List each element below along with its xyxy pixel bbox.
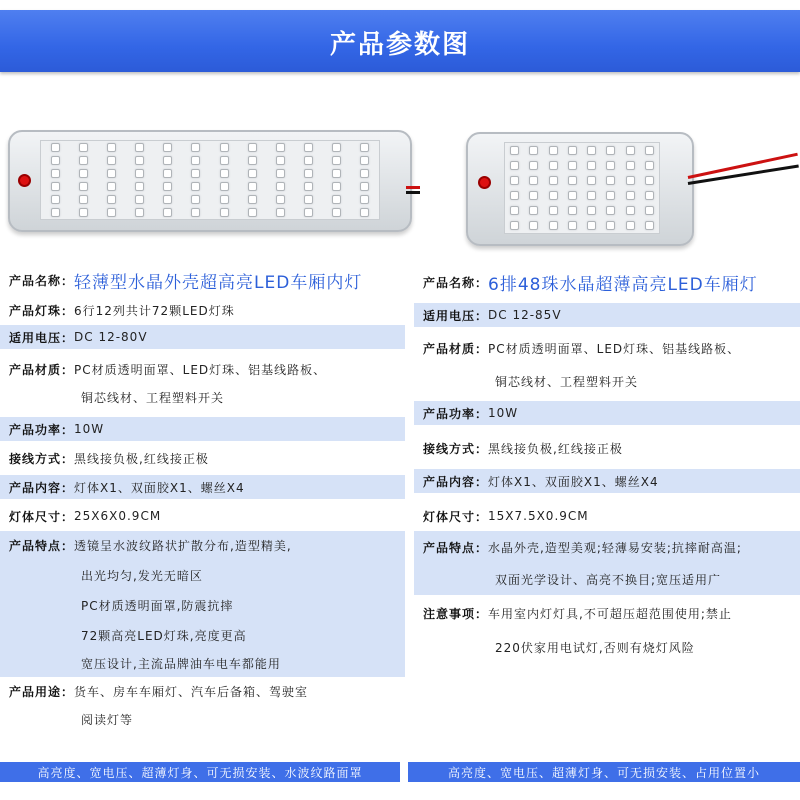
- spec-continuation: 铜芯线材、工程塑料开关: [495, 375, 639, 389]
- spec-value: 车用室内灯灯具,不可超压超范围使用;禁止: [488, 606, 732, 621]
- spec-row-wiring: [0, 445, 405, 471]
- long-lamp-black-wire: [406, 191, 420, 194]
- led-bead: [79, 208, 88, 217]
- led-bead: [191, 156, 200, 165]
- led-bead: [304, 182, 313, 191]
- led-bead: [332, 195, 341, 204]
- led-bead: [529, 206, 538, 215]
- led-bead: [626, 161, 635, 170]
- spec-value: DC 12-85V: [488, 308, 562, 322]
- led-bead: [529, 176, 538, 185]
- spec-continuation: PC材质透明面罩,防震抗摔: [81, 599, 234, 613]
- spec-value: 6排48珠水晶超薄高亮LED车厢灯: [488, 274, 758, 295]
- led-bead: [529, 191, 538, 200]
- led-bead: [276, 169, 285, 178]
- led-bead: [304, 156, 313, 165]
- spec-row-power: [414, 401, 800, 425]
- led-bead: [276, 195, 285, 204]
- led-bead: [135, 195, 144, 204]
- spec-label: 接线方式：: [423, 441, 489, 456]
- led-bead: [626, 176, 635, 185]
- square-lamp-led-panel: [504, 142, 660, 234]
- led-bead: [587, 221, 596, 230]
- led-bead: [645, 206, 654, 215]
- spec-continuation: 出光均匀,发光无暗区: [81, 569, 203, 583]
- led-bead: [135, 169, 144, 178]
- spec-row-name: [414, 265, 800, 299]
- led-bead: [549, 161, 558, 170]
- long-lamp-red-wire: [406, 186, 420, 189]
- led-bead: [360, 182, 369, 191]
- spec-label: 灯体尺寸：: [9, 509, 75, 524]
- led-bead: [568, 176, 577, 185]
- spec-label: 接线方式：: [9, 451, 75, 466]
- led-bead: [529, 161, 538, 170]
- spec-continuation: 220伏家用电试灯,否则有烧灯风险: [495, 641, 695, 655]
- led-bead: [107, 195, 116, 204]
- spec-row-size: [0, 503, 405, 529]
- spec-row-voltage: [414, 303, 800, 327]
- led-bead: [645, 191, 654, 200]
- led-bead: [248, 143, 257, 152]
- spec-value: 6行12列共计72颗LED灯珠: [74, 303, 235, 318]
- led-bead: [360, 169, 369, 178]
- led-bead: [606, 221, 615, 230]
- led-bead: [79, 195, 88, 204]
- spec-label: 产品用途：: [9, 684, 75, 699]
- led-bead: [51, 208, 60, 217]
- led-bead: [587, 206, 596, 215]
- spec-continuation: 双面光学设计、高亮不换目;宽压适用广: [495, 573, 722, 587]
- led-bead: [248, 195, 257, 204]
- led-bead: [220, 169, 229, 178]
- spec-value: 10W: [488, 406, 519, 420]
- led-bead: [163, 195, 172, 204]
- led-bead: [163, 169, 172, 178]
- led-bead: [360, 156, 369, 165]
- spec-row-leds: [0, 297, 405, 323]
- led-bead: [587, 161, 596, 170]
- led-bead: [79, 143, 88, 152]
- led-bead: [568, 221, 577, 230]
- led-bead: [304, 169, 313, 178]
- led-bead: [79, 156, 88, 165]
- led-bead: [304, 208, 313, 217]
- spec-value: PC材质透明面罩、LED灯珠、铝基线路板、: [488, 341, 741, 356]
- spec-label: 产品名称：: [423, 275, 489, 290]
- spec-value: 灯体X1、双面胶X1、螺丝X4: [488, 474, 659, 489]
- led-bead: [304, 195, 313, 204]
- led-bead: [510, 191, 519, 200]
- led-bead: [107, 208, 116, 217]
- spec-row-power: [0, 417, 405, 441]
- led-bead: [248, 156, 257, 165]
- spec-label: 灯体尺寸：: [423, 509, 489, 524]
- led-bead: [510, 206, 519, 215]
- led-bead: [276, 208, 285, 217]
- led-bead: [606, 161, 615, 170]
- led-bead: [626, 206, 635, 215]
- led-bead: [549, 191, 558, 200]
- led-bead: [332, 169, 341, 178]
- led-bead: [568, 206, 577, 215]
- spec-row-usage: [0, 678, 405, 704]
- spec-label: 产品材质：: [423, 341, 489, 356]
- led-bead: [51, 195, 60, 204]
- led-bead: [220, 156, 229, 165]
- led-bead: [645, 176, 654, 185]
- long-lamp-body: [8, 130, 412, 232]
- led-bead: [191, 169, 200, 178]
- spec-label: 产品名称：: [9, 273, 75, 288]
- spec-row-voltage: [0, 325, 405, 349]
- led-bead: [248, 169, 257, 178]
- led-bead: [332, 156, 341, 165]
- spec-label: 产品内容：: [423, 474, 489, 489]
- spec-row-material: [0, 356, 405, 382]
- led-bead: [163, 143, 172, 152]
- spec-row-wiring: [414, 435, 800, 461]
- led-bead: [107, 156, 116, 165]
- led-bead: [220, 208, 229, 217]
- left-product-image: [0, 88, 420, 258]
- spec-value: 货车、房车车厢灯、汽车后备箱、驾驶室: [74, 684, 309, 699]
- spec-value: 15X7.5X0.9CM: [488, 509, 589, 523]
- spec-label: 产品灯珠：: [9, 303, 75, 318]
- led-bead: [135, 156, 144, 165]
- led-bead: [107, 169, 116, 178]
- led-bead: [276, 182, 285, 191]
- spec-label: 产品特点：: [9, 539, 75, 553]
- spec-continuation: 宽压设计,主流品牌油车电车都能用: [81, 657, 281, 671]
- led-bead: [51, 169, 60, 178]
- led-bead: [645, 221, 654, 230]
- spec-value: 黑线接负极,红线接正极: [74, 451, 209, 466]
- square-lamp-switch: [478, 176, 491, 189]
- header-banner: [0, 10, 800, 72]
- led-bead: [220, 195, 229, 204]
- led-bead: [645, 161, 654, 170]
- led-bead: [587, 146, 596, 155]
- led-bead: [360, 195, 369, 204]
- led-bead: [135, 182, 144, 191]
- led-bead: [163, 182, 172, 191]
- led-bead: [549, 146, 558, 155]
- spec-continuation: 72颗高亮LED灯珠,亮度更高: [81, 629, 247, 643]
- spec-label: 适用电压：: [9, 330, 75, 345]
- spec-row-name: [0, 265, 405, 295]
- led-bead: [332, 143, 341, 152]
- spec-row-size: [414, 503, 800, 529]
- left-footer-banner: 高亮度、宽电压、超薄灯身、可无损安装、水波纹路面罩: [0, 762, 400, 782]
- page-title: 产品参数图: [329, 30, 470, 60]
- led-bead: [135, 208, 144, 217]
- led-bead: [51, 182, 60, 191]
- spec-value: 10W: [74, 422, 105, 436]
- led-bead: [549, 221, 558, 230]
- led-bead: [510, 146, 519, 155]
- spec-row-material: [414, 335, 800, 361]
- spec-continuation: 阅读灯等: [81, 713, 134, 727]
- led-bead: [606, 191, 615, 200]
- led-bead: [220, 182, 229, 191]
- spec-label: 产品内容：: [9, 480, 75, 495]
- spec-value: 水晶外壳,造型美观;轻薄易安装;抗摔耐高温;: [488, 541, 742, 555]
- spec-label: 适用电压：: [423, 308, 489, 323]
- led-bead: [626, 146, 635, 155]
- led-bead: [587, 176, 596, 185]
- led-bead: [568, 161, 577, 170]
- spec-value: 轻薄型水晶外壳超高亮LED车厢内灯: [74, 272, 363, 293]
- led-bead: [191, 143, 200, 152]
- spec-value: 黑线接负极,红线接正极: [488, 441, 623, 456]
- spec-value: 透镜呈水波纹路状扩散分布,造型精美,: [74, 539, 292, 553]
- led-bead: [626, 191, 635, 200]
- led-bead: [276, 143, 285, 152]
- spec-continuation: 铜芯线材、工程塑料开关: [81, 391, 225, 405]
- led-bead: [163, 156, 172, 165]
- led-bead: [626, 221, 635, 230]
- spec-label: 产品功率：: [423, 406, 489, 421]
- led-bead: [510, 176, 519, 185]
- spec-value: PC材质透明面罩、LED灯珠、铝基线路板、: [74, 362, 327, 377]
- spec-value: 灯体X1、双面胶X1、螺丝X4: [74, 480, 245, 495]
- led-bead: [606, 206, 615, 215]
- led-bead: [568, 146, 577, 155]
- led-bead: [191, 208, 200, 217]
- led-bead: [332, 208, 341, 217]
- led-bead: [529, 221, 538, 230]
- led-bead: [549, 206, 558, 215]
- led-bead: [248, 182, 257, 191]
- spec-row-contents: [0, 475, 405, 499]
- led-bead: [510, 161, 519, 170]
- led-bead: [191, 195, 200, 204]
- led-bead: [107, 182, 116, 191]
- led-bead: [107, 143, 116, 152]
- spec-row-notes: [414, 600, 800, 626]
- led-bead: [587, 191, 596, 200]
- led-bead: [79, 182, 88, 191]
- led-bead: [606, 146, 615, 155]
- led-bead: [332, 182, 341, 191]
- led-bead: [79, 169, 88, 178]
- led-bead: [549, 176, 558, 185]
- led-bead: [360, 208, 369, 217]
- right-footer-banner: 高亮度、宽电压、超薄灯身、可无损安装、占用位置小: [408, 762, 800, 782]
- led-bead: [360, 143, 369, 152]
- spec-label: 产品材质：: [9, 362, 75, 377]
- led-bead: [220, 143, 229, 152]
- spec-label: 产品功率：: [9, 422, 75, 437]
- spec-label: 产品特点：: [423, 541, 489, 555]
- right-product-image: [420, 88, 800, 258]
- spec-value: 25X6X0.9CM: [74, 509, 162, 523]
- led-bead: [606, 176, 615, 185]
- square-lamp-body: [466, 132, 694, 246]
- led-bead: [163, 208, 172, 217]
- led-bead: [568, 191, 577, 200]
- led-bead: [276, 156, 285, 165]
- led-bead: [645, 146, 654, 155]
- spec-row-contents: [414, 469, 800, 493]
- led-bead: [510, 221, 519, 230]
- led-bead: [304, 143, 313, 152]
- led-bead: [51, 156, 60, 165]
- long-lamp-led-panel: [40, 140, 380, 220]
- long-lamp-switch: [18, 174, 31, 187]
- led-bead: [248, 208, 257, 217]
- spec-label: 注意事项：: [423, 606, 489, 621]
- led-bead: [135, 143, 144, 152]
- led-bead: [529, 146, 538, 155]
- led-bead: [51, 143, 60, 152]
- spec-value: DC 12-80V: [74, 330, 148, 344]
- led-bead: [191, 182, 200, 191]
